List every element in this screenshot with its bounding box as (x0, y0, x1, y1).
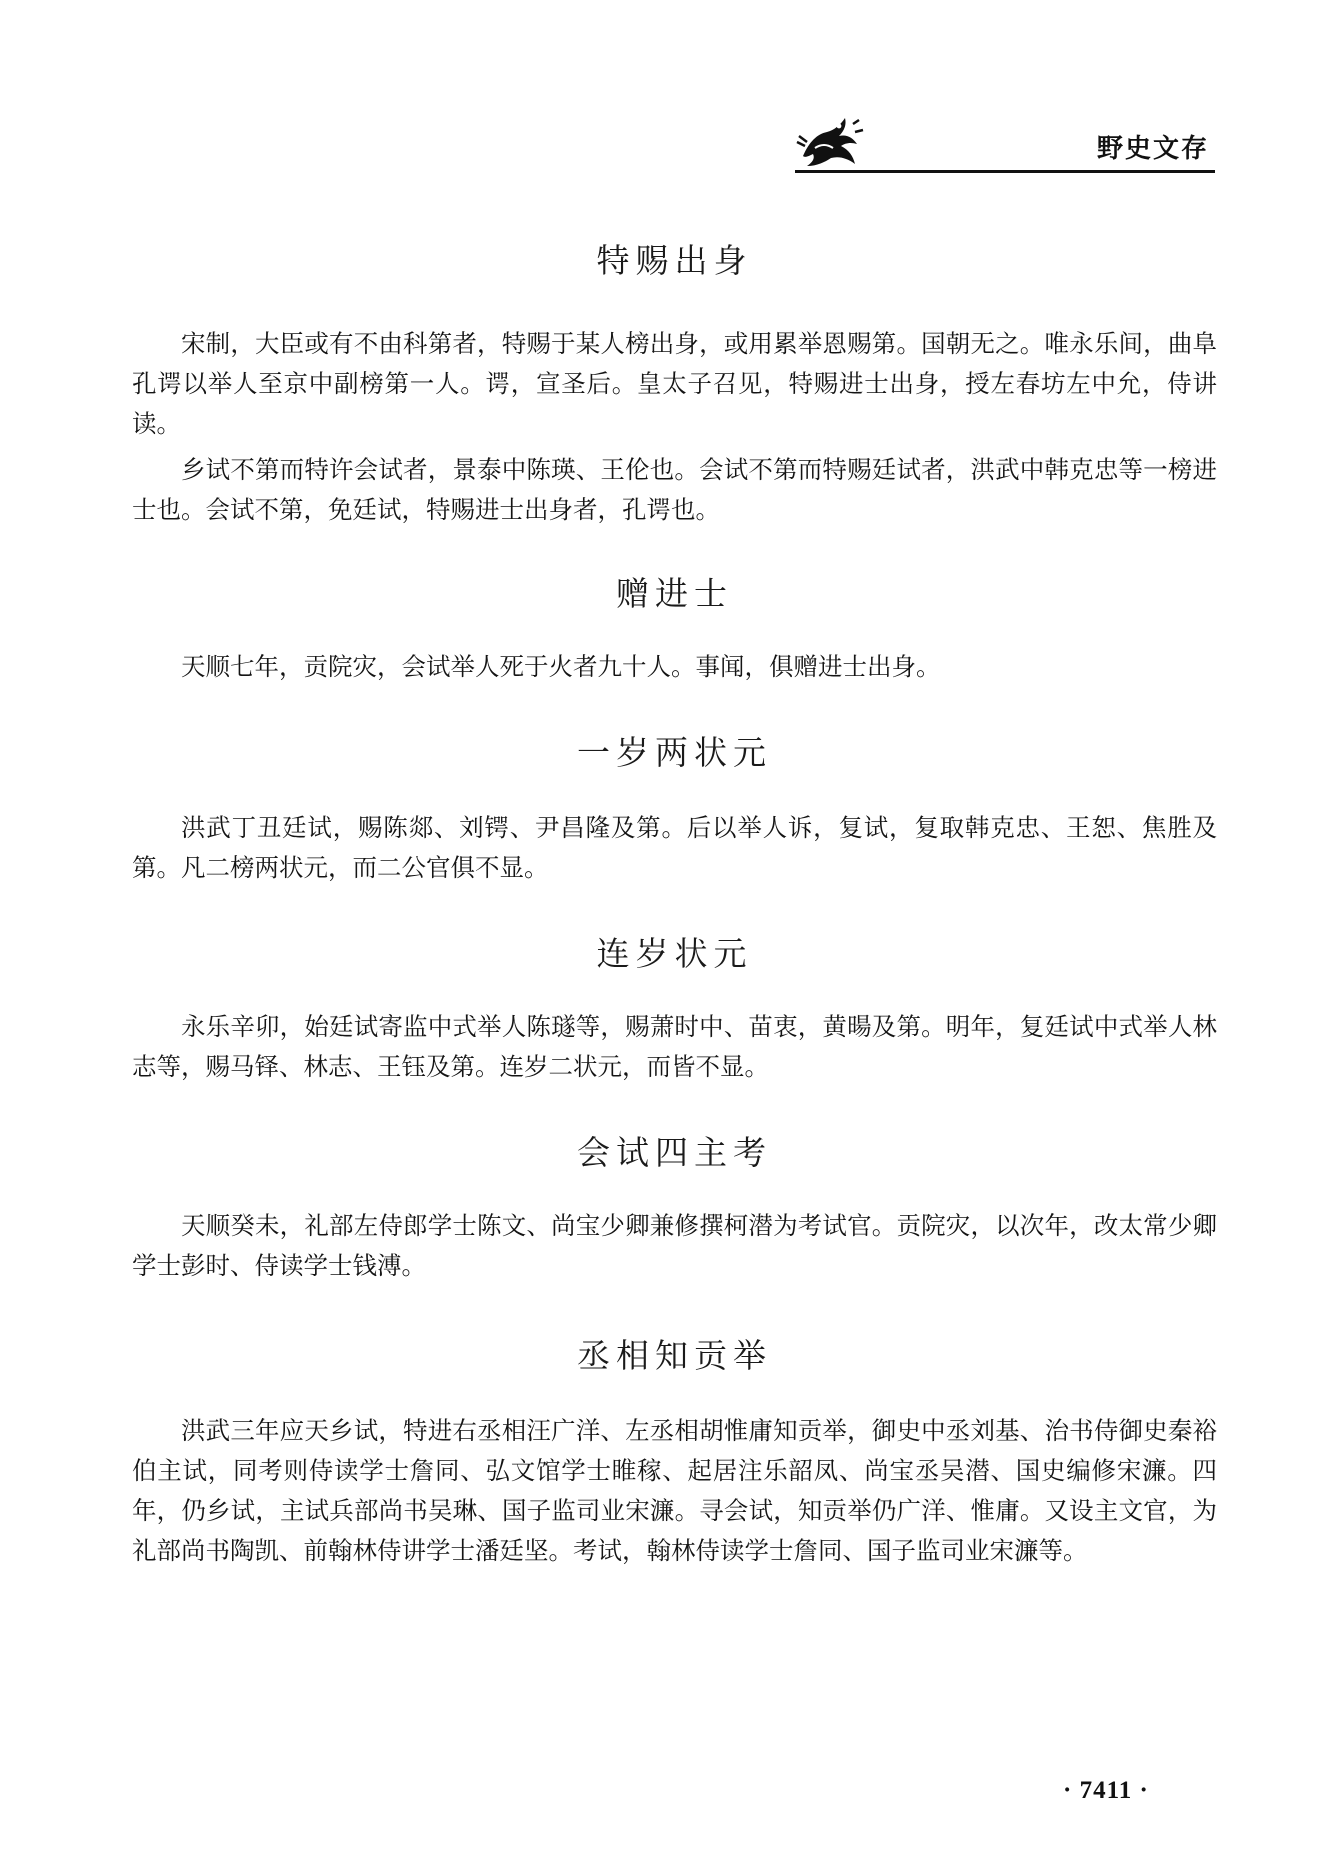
header-rule (795, 170, 1215, 173)
dragon-emblem-icon (795, 112, 865, 172)
paragraph: 天顺七年，贡院灾，会试举人死于火者九十人。事闻，俱赠进士出身。 (181, 652, 941, 681)
page-number: · 7411 · (1063, 1777, 1149, 1804)
section-title: 赠进士 (616, 574, 733, 613)
section-title: 丞相知贡举 (577, 1336, 772, 1375)
paragraph: 洪武三年应天乡试，特进右丞相汪广洋、左丞相胡惟庸知贡举，御史中丞刘基、治书侍御史秦裕伯主试，同考则侍读学士詹同、弘文馆学士睢稼、起居注乐韶凤、尚宝丞吴潜、国史编修宋濂。四年，仍乡试，主试兵部尚书吴琳、国子监司业宋濂。寻会试，知贡举仍广洋、惟庸。又设主文官，为礼部尚书陶凯、前翰林侍讲学士潘廷坚。考试，翰林侍读学士詹同、国子监司业宋濂等。 (132, 1416, 1217, 1565)
paragraph: 天顺癸未，礼部左侍郎学士陈文、尚宝少卿兼修撰柯潜为考试官。贡院灾，以次年，改太常少卿学士彭时、侍读学士钱溥。 (132, 1211, 1217, 1280)
paragraph: 宋制，大臣或有不由科第者，特赐于某人榜出身，或用累举恩赐第。国朝无之。唯永乐间，曲阜孔谔以举人至京中副榜第一人。谔，宣圣后。皇太子召见，特赐进士出身，授左春坊左中允，侍讲读。 (132, 329, 1217, 438)
page-content (132, 225, 1217, 1571)
header-title: 野史文存 (1096, 134, 1209, 164)
paragraph: 乡试不第而特许会试者，景泰中陈瑛、王伦也。会试不第而特赐廷试者，洪武中韩克忠等一榜进士也。会试不第，免廷试，特赐进士出身者，孔谔也。 (132, 455, 1217, 524)
section-title: 连岁状元 (596, 934, 753, 973)
section-title: 一岁两状元 (577, 733, 772, 772)
paragraph: 洪武丁丑廷试，赐陈郯、刘锷、尹昌隆及第。后以举人诉，复试，复取韩克忠、王恕、焦胜及第。凡二榜两状元，而二公官俱不显。 (132, 813, 1217, 882)
section-title: 特赐出身 (596, 241, 753, 280)
section-title: 会试四主考 (577, 1133, 772, 1172)
paragraph: 永乐辛卯，始廷试寄监中式举人陈璲等，赐萧时中、苗衷，黄暘及第。明年，复廷试中式举人林志等，赐马铎、林志、王钰及第。连岁二状元，而皆不显。 (132, 1012, 1217, 1081)
running-header (795, 106, 1215, 180)
